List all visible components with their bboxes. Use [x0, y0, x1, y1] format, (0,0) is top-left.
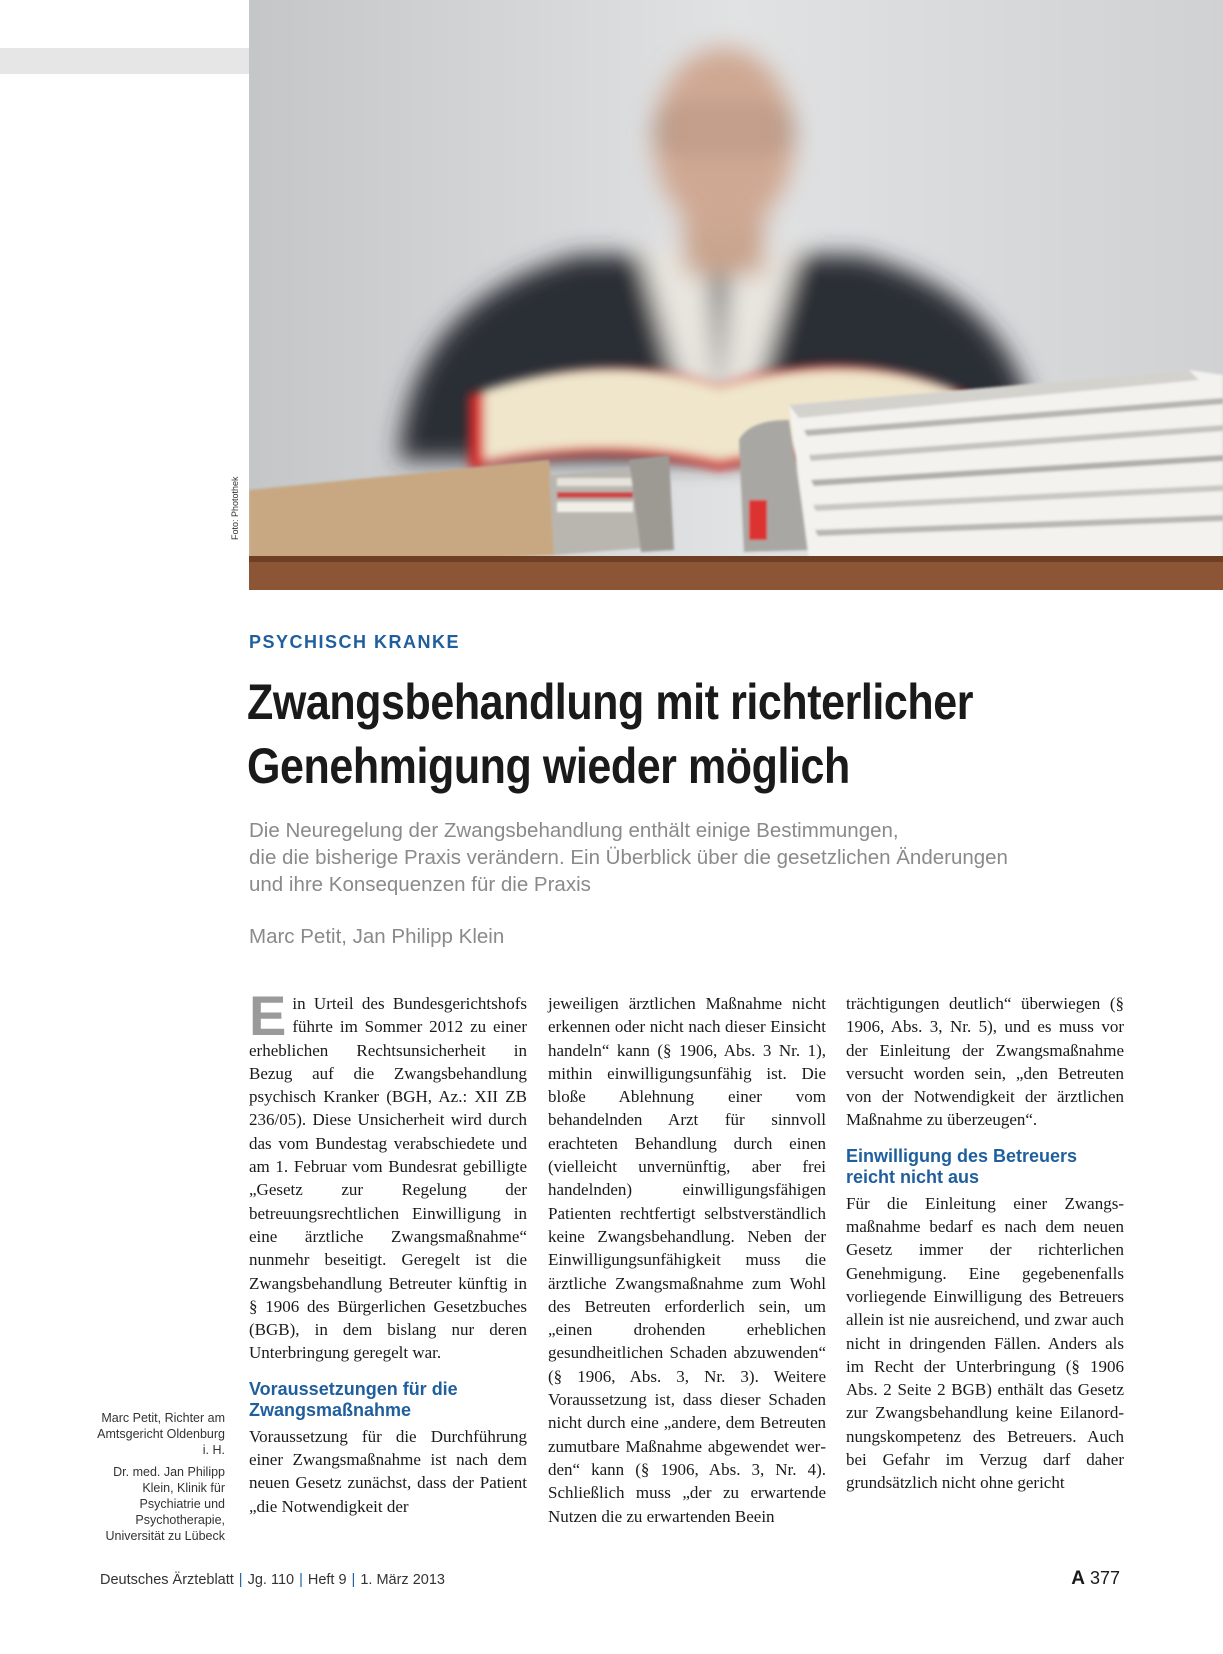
- journal-volume: Jg. 110: [247, 1572, 295, 1588]
- page-number: [1040, 1568, 1120, 1594]
- page-prefix: A: [1071, 1568, 1085, 1589]
- author-affiliations: [92, 1410, 225, 1550]
- header-bar: [0, 48, 250, 74]
- body-paragraph: Voraussetzung für die Durchführung einer Zwangsmaßnahme ist nach dem neuen Gesetz zunächst, dass der Patient „die Notwendigkeit der: [249, 1426, 527, 1516]
- photo-credit: Foto: Photothek: [230, 476, 240, 540]
- article-headline: [247, 670, 1012, 820]
- text-column-1: [249, 984, 527, 1552]
- body-text: in Urteil des Bundesgerichtshofs führte im Sommer 2012 zu einer erheblichen Rechtsunsicherheit in Bezug auf die Zwangsbehandlung psychisch Kranker (BGH, Az.: XII ZB 236/05). Diese Unsicherheit wird durch das vom Bundestag verabschiedete und am 1. Februar vom Bundesrat gebilligte „Gesetz zur Regelung der betreuungsrechtlichen Einwilligung in eine ärztliche Zwangsmaßnahme“ nunmehr beseitigt. Geregelt ist die Zwangsbehandlung Betreuter künftig in § 1906 des Bürgerlichen Gesetzbuches (BGB), in dem bislang nur deren Unterbringung geregelt war.: [249, 994, 527, 1363]
- subheading: Voraussetzungen für die Zwangsmaßnahme: [249, 1378, 458, 1420]
- separator: |: [299, 1572, 303, 1588]
- text-column-2: [548, 992, 826, 1552]
- separator: |: [351, 1572, 356, 1588]
- page-footer: [100, 1572, 800, 1594]
- headline-line-1: Zwangsbehandlung mit richterlicher: [247, 674, 974, 730]
- body-paragraph: Für die Einleitung einer Zwangsmaßnahme bedarf es nach dem neuen Gesetz immer der richterlichen Genehmigung. Eine gegebenenfalls vorliegende Einwilligung des Betreuers allein ist nie ausreichend, und zwar auch nicht in dringenden Fällen. Anders als im Recht der Unterbringung (§ 1906 Abs. 2 Seite 2 BGB) enthält das Gesetz zur Zwangsbehandlung keine Eilanordnungskompetenz des Betreuers. Auch bei Gefahr im Verzug darf daher grundsätzlich nicht ohne gericht: [846, 1193, 1124, 1493]
- body-paragraph: trächtigungen deutlich“ überwiegen (§ 1906, Abs. 3, Nr. 5), und es muss vor der Einleitung der Zwangsmaßnahme versucht worden sein, „den Betreuten von der Notwendigkeit der ärztlichen Maßnahme zu überzeugen“.: [846, 994, 1124, 1130]
- journal-name: Deutsches Ärzteblatt: [100, 1572, 234, 1588]
- article-kicker: PSYCHISCH KRANKE: [249, 632, 461, 652]
- text-column-3: [846, 992, 1124, 1552]
- article-photo: [249, 0, 1223, 590]
- separator: |: [238, 1572, 243, 1588]
- author-note: Marc Petit, Richter am Amtsgericht Oldenburg i. H.: [97, 1411, 225, 1457]
- drop-cap: E: [249, 984, 287, 1047]
- page-number-value: 377: [1089, 1568, 1120, 1588]
- headline-line-2: Genehmigung wieder möglich: [247, 738, 850, 794]
- journal-issue: Heft 9: [307, 1572, 347, 1588]
- body-paragraph: jeweiligen ärztlichen Maßnahme nicht erkennen oder nicht nach dieser Einsicht handeln“ kann (§ 1906, Abs. 3 Nr. 1), mithin einwilligungsunfähig ist. Die bloße Ablehnung einer vom behandelnden Arzt für sinnvoll erachteten Behandlung durch einen (vielleicht unvernünftig, aber frei handelnden) einwilligungsfähigen Patienten rechtfertigt selbstverständlich keine Zwangsbehandlung. Neben der Einwilligungsunfähigkeit muss die ärztliche Zwangsmaßnahme zum Wohl des Betreuten erforderlich sein, um „einen drohenden erheblichen gesundheitlichen Schaden abzuwenden“ (§ 1906, Abs. 3, Nr. 3). Weitere Voraussetzung ist, dass dieser Schaden nicht durch eine „andere, dem Betreuten zumutbare Maßnahme abgewendet werden“ kann (§ 1906, Abs. 3, Nr. 4). Schließlich muss „der zu erwartende Nutzen die zu erwartenden Beein: [548, 994, 826, 1526]
- body-paragraph: [249, 984, 527, 1365]
- article-authors: Marc Petit, Jan Philipp Klein: [249, 925, 505, 948]
- issue-date: 1. März 2013: [360, 1572, 445, 1588]
- subheading: Einwilligung des Betreuers reicht nicht aus: [846, 1145, 1078, 1187]
- author-note: Dr. med. Jan Philipp Klein, Klinik für Psychiatrie und Psychotherapie, Universität zu Lübeck: [105, 1465, 225, 1543]
- article-deck: Die Neuregelung der Zwangsbehandlung enthält einige Bestimmungen, die die bisherige Praxis verändern. Ein Überblick über die gesetzlichen Änderungen und ihre Konsequenzen für die Praxis: [249, 819, 1008, 896]
